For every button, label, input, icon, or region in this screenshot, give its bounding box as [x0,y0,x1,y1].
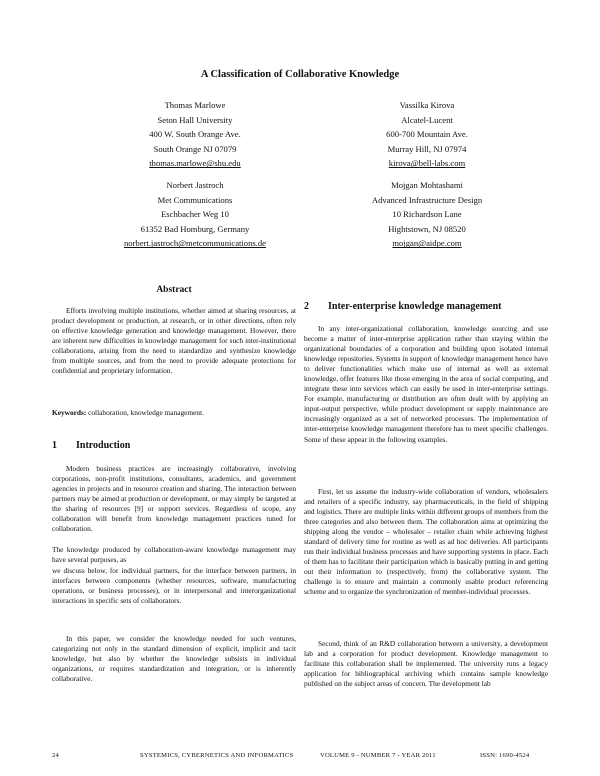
abstract-text: Efforts involving multiple institutions, whether aimed at sharing resources, at product development or production, at research, or in other directions, often rely on effective knowledge generation and knowledge management. However, there are inherent new difficulties in knowledge management for such inter-institutional collaborations, arising from the need to standardize and synthesize knowledge from multiple sources, and from the need to provide adequate protections for confidential and proprietary information. [52,306,296,376]
keywords-label: Keywords: [52,408,87,417]
author-address: Hightstown, NJ 08520 [388,223,466,234]
section2-paragraph-3: Second, think of an R&D collaboration between a university, a development lab and a corporation for product development. Knowledge management to facilitate this collaboration shall be implemented. The university runs a legacy application for bibliographical archiving which contains sample knowledge published on the subject areas of concern. The development lab [304,639,548,689]
footer-volume: VOLUME 9 - NUMBER 7 - YEAR 2011 [320,752,436,759]
footer-journal: SYSTEMICS, CYBERNETICS AND INFORMATICS [140,752,294,759]
footer-page-number: 24 [52,752,59,759]
author-block-1 [90,98,300,171]
author-block-4 [322,178,532,251]
section-2-heading [304,302,502,312]
author-name: Thomas Marlowe [164,100,226,110]
section2-paragraph-1: In any inter-organizational collaboration, knowledge sourcing and use become a matter of inter-enterprise application rather than staying within the organizational boundaries of a corporation and building upon isolated internal knowledge repositories. Systems in support of knowledge management hence have to deliver functionalities which make use of internal as well as external knowledge, offer features like those emerging in the area of social computing, and integrate these into services which can easily be used in inter-enterprise settings. For example, manufacturing or distribution are often dealt with by applying an input-output perspective, while product development or supply maintenance are increasingly organized as a set of networked processes. The implementation of inter-enterprise knowledge management therefore has to meet specific challenges. Some of these appear in the following examples. [304,324,548,444]
keywords [52,408,296,418]
section-title: Inter-enterprise knowledge management [328,301,502,312]
section-number: 1 [52,440,57,451]
author-address: 400 W. South Orange Ave. [149,129,241,140]
section-number: 2 [304,301,309,312]
intro-paragraph-4: In this paper, we consider the knowledge needed for such ventures, categorizing not only in the standard dimension of explicit, implicit and tacit knowledge, but also by whether the knowledge subsists in individual organizations, or requires standardization and integration, or is inherently collaborative. [52,634,296,684]
section-title: Introduction [76,440,131,451]
intro-paragraph-3: we discuss below, for individual partners, for the interface between partners, in interfaces between components (whether resources, software, manufacturing operations, or business processes), or in interpersonal and interorganizational interactions in specific sets of collaborators. [52,566,296,606]
section2-paragraph-2: First, let us assume the industry-wide collaboration of vendors, wholesalers and retailers of a specific industry, say pharmaceuticals, in the field of shipping and logistics. There are multiple links within different groups of members from the three categories and also between them. The collaboration aims at optimizing the shipping along the vendor – wholesaler – retailer chain while achieving highest standard of delivery time for routine as well as ad hoc deliveries. All participants run their individual business processes and have supporting systems in place. Each of them has to facilitate their participation which is basically putting in and getting out their information to (respectively, from) the collaborative system. The challenge is to ensure and maintain a commonly usable product referencing scheme and to organize the synchronization of member-individual processes. [304,487,548,597]
section-1-heading [52,441,130,451]
author-address: Murray Hill, NJ 07974 [387,143,467,154]
author-block-3 [80,178,310,251]
footer-issn: ISSN: 1690-4524 [480,752,530,759]
keywords-text: collaboration, knowledge management. [88,408,204,417]
author-affiliation: Met Communications [157,194,233,205]
author-address: 10 Richardson Lane [392,209,462,220]
author-name: Norbert Jastroch [166,180,224,190]
author-name: Mojgan Mohtashami [391,180,463,190]
author-address: South Orange NJ 07079 [153,143,237,154]
author-name: Vassilka Kirova [399,100,455,110]
author-address: 61352 Bad Homburg, Germany [140,223,250,234]
author-email-link[interactable]: thomas.marlowe@shu.edu [149,158,241,169]
intro-paragraph-2: The knowledge produced by collaboration-aware knowledge management may have several purposes, as [52,545,296,565]
abstract-heading: Abstract [156,285,192,295]
author-block-2 [322,98,532,171]
author-address: 600-700 Mountain Ave. [386,129,468,140]
author-address: Eschbacher Weg 10 [161,209,229,220]
paper-title: A Classification of Collaborative Knowledge [200,69,400,80]
author-email-link[interactable]: kirova@bell-labs.com [388,158,466,169]
author-email-link[interactable]: mojgan@aidpe.com [392,238,462,249]
author-affiliation: Advanced Infrastructure Design [371,194,483,205]
author-affiliation: Seton Hall University [157,114,233,125]
author-email-link[interactable]: norbert.jastroch@metcommunications.de [123,238,267,249]
author-affiliation: Alcatel-Lucent [401,114,453,125]
intro-paragraph-1: Modern business practices are increasingly collaborative, involving corporations, non-profit institutions, consultants, academics, and government agencies in projects and in resource creation and sharing. The interaction between partners may be aimed at production or development, or may simply be targeted at the sharing of resources [9] or support services. Regardless of scope, any collaboration will benefit from knowledge management practices tuned for collaboration. [52,464,296,534]
